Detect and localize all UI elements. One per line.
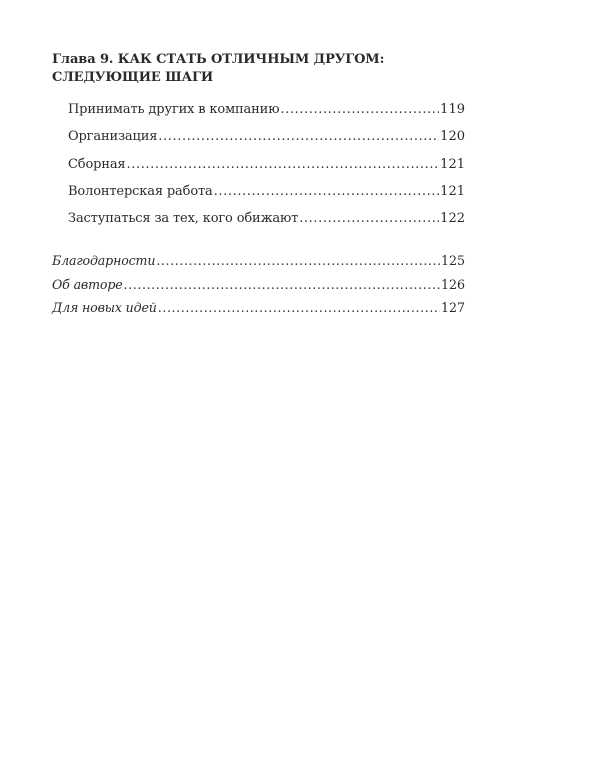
dot-leader [156, 253, 440, 269]
toc-entry-team[interactable] [68, 157, 465, 173]
dot-leader [299, 211, 439, 227]
dot-leader [280, 102, 439, 118]
toc-entry-acknowledgements[interactable] [52, 253, 465, 269]
toc-entry-label: Принимать других в компанию [68, 102, 280, 117]
toc-entry-page-number: 121 [440, 157, 465, 172]
toc-entry-label: Благодарности [52, 253, 156, 268]
toc-entry-label: Волонтерская работа [68, 184, 213, 199]
toc-entry-page-number: 120 [440, 129, 465, 144]
chapter-heading [52, 51, 472, 87]
toc-entry-standing-up[interactable] [68, 211, 465, 227]
toc-entry-organization[interactable] [68, 129, 465, 145]
toc-entry-page-number: 127 [440, 300, 465, 315]
toc-entry-label: Организация [68, 129, 158, 144]
dot-leader [214, 184, 440, 200]
dot-leader [124, 277, 440, 293]
chapter-title-line-1: Глава 9. КАК СТАТЬ ОТЛИЧНЫМ ДРУГОМ: [52, 52, 385, 67]
toc-entry-volunteer-work[interactable] [68, 184, 465, 200]
toc-entry-page-number: 126 [440, 277, 465, 292]
toc-entry-about-author[interactable] [52, 277, 465, 293]
toc-entry-label: Заступаться за тех, кого обижают [68, 211, 299, 226]
dot-leader [127, 157, 440, 173]
chapter-title-line-2: СЛЕДУЮЩИЕ ШАГИ [52, 70, 214, 85]
toc-entry-accepting-others[interactable] [68, 102, 465, 118]
toc-entry-page-number: 121 [440, 184, 465, 199]
dot-leader [158, 129, 439, 145]
toc-entry-page-number: 122 [440, 211, 465, 226]
dot-leader [158, 300, 440, 316]
toc-entry-page-number: 119 [440, 102, 465, 117]
toc-entry-label: Для новых идей [52, 300, 157, 315]
toc-entry-label: Об авторе [52, 277, 123, 292]
toc-entry-label: Сборная [68, 157, 126, 172]
toc-entry-new-ideas[interactable] [52, 300, 465, 316]
toc-entry-page-number: 125 [440, 253, 465, 268]
